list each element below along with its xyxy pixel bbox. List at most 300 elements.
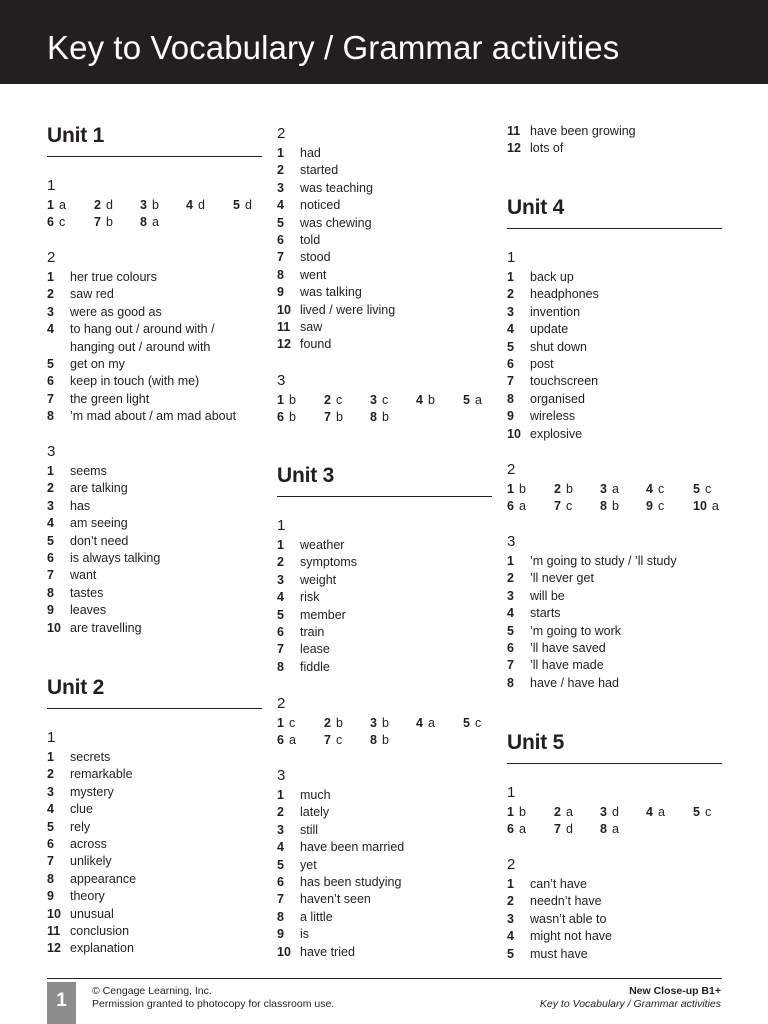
answer-number: 1 [507,482,514,496]
multiple-choice-answer [600,498,619,515]
answer-text: weight [300,572,337,587]
multiple-choice-answer [600,804,619,821]
answer-letter: d [611,805,619,819]
page-number: 1 [47,982,76,1024]
multiple-choice-answer [370,732,389,749]
multiple-choice-answer [600,481,619,498]
multiple-choice-answer [507,481,526,498]
answer-number: 3 [600,482,607,496]
answer-letter: b [518,482,526,496]
answer-number: 6 [47,837,54,851]
answer-text: found [300,337,332,352]
exercise-number: 3 [507,533,516,550]
answer-text: started [300,163,339,178]
answer-number: 7 [277,250,284,265]
answer-letter: b [105,215,113,230]
unit-heading-rule [47,156,262,157]
answer-text: touchscreen [530,374,599,389]
answer-number: 2 [554,805,561,819]
multiple-choice-answer [370,392,388,409]
answer-number: 6 [277,233,284,247]
answer-number: 1 [277,393,284,407]
answer-number: 9 [277,927,284,942]
answer-number: 9 [507,409,514,424]
answer-number: 2 [47,481,54,496]
answer-number: 9 [646,499,653,514]
answer-text: risk [300,590,320,605]
answer-number: 3 [370,393,377,407]
answer-number: 2 [94,198,101,212]
answer-number: 8 [277,659,284,674]
answer-letter: c [704,482,712,496]
answer-number: 11 [507,124,521,138]
answer-number: 8 [370,733,377,748]
answer-text: yet [300,857,317,872]
answer-number: 7 [324,733,331,748]
answer-text: stood [300,250,331,265]
answer-letter: b [335,716,343,730]
answer-number: 3 [47,304,54,319]
exercise-number: 2 [507,461,516,478]
answer-number: 3 [47,784,54,799]
multiple-choice-answer [463,715,481,732]
multiple-choice-answer [277,392,296,409]
answer-number: 7 [554,499,561,514]
multiple-choice-answer [140,197,159,214]
exercise-number: 3 [47,443,56,460]
permission-text: Permission granted to photocopy for classroom use. [92,998,335,1010]
answer-number: 10 [277,944,291,959]
answer-letter: a [518,822,526,837]
answer-number: 6 [277,410,284,425]
exercise-number: 1 [507,784,516,801]
answer-text: must have [530,946,588,961]
answer-number: 6 [277,625,284,639]
answer-number: 8 [140,215,147,230]
multiple-choice-answer [554,481,573,498]
answer-number: 7 [47,568,54,583]
answer-number: 12 [507,141,521,156]
multiple-choice-answer [416,392,435,409]
answer-text: is always talking [70,551,161,565]
answer-number: 7 [94,215,101,230]
answer-text: appearance [70,871,137,886]
answer-number: 3 [507,304,514,319]
exercise-number: 1 [507,249,516,266]
answer-text: want [70,568,97,583]
answer-letter: b [381,410,389,425]
answer-number: 1 [47,750,54,764]
answer-text: ’ll have made [530,658,604,673]
answer-text: member [300,607,346,622]
answer-text: have been married [300,840,405,855]
answer-letter: b [288,410,296,425]
answer-number: 8 [47,585,54,600]
unit-heading-rule [277,496,492,497]
exercise-number: 1 [47,177,56,194]
multiple-choice-answer [277,409,296,426]
answer-text: have tried [300,944,355,959]
answer-number: 4 [186,198,193,212]
title-banner [0,0,768,84]
answer-letter: a [611,822,619,837]
answer-number: 5 [233,198,240,212]
answer-number: 4 [507,606,514,621]
answer-number: 7 [277,642,284,657]
answer-number: 4 [277,840,284,855]
answer-number: 2 [47,767,54,782]
answer-number: 4 [416,716,423,730]
multiple-choice-answer [324,409,343,426]
answer-number: 3 [370,716,377,730]
answer-text: fiddle [300,659,330,674]
answer-number: 8 [600,822,607,837]
footer-credits [92,985,334,1011]
multiple-choice-answer [693,481,711,498]
answer-number: 3 [277,180,284,195]
answer-number: 6 [277,875,284,889]
answer-number: 4 [277,590,284,605]
answer-number: 6 [277,733,284,748]
answer-letter: c [58,215,66,230]
answer-text: don’t need [70,533,129,548]
unit-heading: Unit 2 [47,676,105,699]
answer-text: lived / were living [300,302,396,317]
answer-letter: a [474,393,482,407]
multiple-choice-answer [507,804,526,821]
answer-text: have been growing [530,124,636,138]
multiple-choice-answer [463,392,482,409]
answer-number: 3 [600,805,607,819]
answer-text: haven’t seen [300,892,371,907]
answer-number: 1 [277,538,284,552]
multiple-choice-answer [324,715,343,732]
answer-text: unusual [70,906,114,921]
answer-text: told [300,233,321,247]
answer-text: symptoms [300,555,357,570]
answer-number: 2 [277,555,284,570]
answer-letter: c [657,499,665,514]
answer-text: clue [70,802,93,817]
multiple-choice-answer [186,197,205,214]
unit-heading: Unit 4 [507,196,565,219]
answer-number: 4 [646,482,653,496]
answer-number: 7 [47,854,54,869]
answer-letter: c [704,805,712,819]
answer-number: 5 [693,805,700,819]
answer-text: is [300,927,310,942]
answer-text: have / have had [530,675,619,690]
multiple-choice-answer [370,409,389,426]
answer-number: 9 [47,603,54,618]
multiple-choice-answer [600,821,619,838]
answer-number: 6 [507,822,514,837]
answer-text: organised [530,391,585,406]
answer-text: secrets [70,750,111,764]
answer-number: 7 [554,822,561,837]
answer-number: 12 [277,337,291,352]
answer-letter: d [105,198,113,212]
answer-letter: a [711,499,719,514]
unit-heading: Unit 5 [507,731,565,754]
answer-number: 2 [277,163,284,178]
answer-number: 5 [463,716,470,730]
answer-text: across [70,837,107,851]
answer-text: noticed [300,198,341,213]
answer-number: 5 [47,819,54,834]
footer-subtitle: Key to Vocabulary / Grammar activities [539,998,721,1010]
multiple-choice-answer [693,804,711,821]
footer-divider [47,978,722,979]
multiple-choice-answer [646,804,665,821]
answer-letter: b [288,393,296,407]
unit-heading: Unit 1 [47,124,105,147]
answer-text: starts [530,606,561,621]
answer-text: hanging out / around with [70,339,211,354]
answer-letter: c [381,393,389,407]
exercise-number: 1 [47,729,56,746]
answer-text: mystery [70,784,114,799]
answer-number: 2 [507,894,514,909]
answer-number: 8 [370,410,377,425]
multiple-choice-answer [277,715,295,732]
answer-text: keep in touch (with me) [70,374,200,389]
answer-number: 7 [324,410,331,425]
answer-number: 3 [507,588,514,603]
answer-letter: a [151,215,159,230]
answer-text: tastes [70,585,104,600]
page-title: Key to Vocabulary / Grammar activities [47,29,620,66]
answer-text: was teaching [300,180,373,195]
answer-number: 2 [507,571,514,586]
unit-heading-rule [47,708,262,709]
answer-letter: b [611,499,619,514]
exercise-number: 3 [277,372,286,389]
answer-text: rely [70,819,91,834]
answer-text: ’m going to work [530,623,622,638]
answer-text: saw [300,320,323,334]
answer-number: 10 [693,499,707,514]
answer-text: lots of [530,141,564,156]
answer-text: train [300,625,325,639]
answer-number: 2 [324,393,331,407]
answer-text: headphones [530,287,599,302]
answer-number: 3 [277,822,284,837]
exercise-number: 2 [47,249,56,266]
answer-text: get on my [70,357,125,371]
answer-text: weather [300,538,345,552]
answer-number: 6 [507,357,514,371]
answer-number: 3 [140,198,147,212]
answer-text: back up [530,270,574,284]
answer-text: has been studying [300,875,402,889]
answer-letter: a [611,482,619,496]
answer-number: 1 [277,716,284,730]
unit-heading-rule [507,228,722,229]
answer-number: 6 [507,641,514,655]
exercise-number: 2 [507,856,516,873]
answer-text: has [70,498,91,513]
multiple-choice-answer [47,214,65,231]
unit-heading-rule [507,763,722,764]
answer-number: 5 [277,857,284,872]
answer-text: was chewing [300,215,372,230]
answer-number: 5 [507,623,514,638]
answer-text: will be [530,588,565,603]
answer-text: were as good as [70,304,162,319]
answer-text: leaves [70,603,107,618]
answer-letter: c [335,393,343,407]
answer-number: 8 [507,391,514,406]
exercise-number: 3 [277,767,286,784]
answer-number: 4 [416,393,423,407]
answer-text: to hang out / around with / [70,322,215,337]
answer-text: ’ll have saved [530,641,606,655]
answer-number: 5 [277,607,284,622]
answer-letter: b [381,716,389,730]
answer-letter: a [657,805,665,819]
unit-heading: Unit 3 [277,464,335,487]
answer-number: 7 [277,892,284,907]
exercise-number: 2 [277,125,286,142]
multiple-choice-answer [140,214,159,231]
answer-letter: c [288,716,296,730]
multiple-choice-answer [94,197,113,214]
answer-text: needn’t have [530,894,602,909]
answer-letter: b [335,410,343,425]
answer-number: 1 [507,554,514,568]
answer-number: 10 [277,302,291,317]
answer-text: shut down [530,339,587,354]
multiple-choice-answer [507,821,526,838]
multiple-choice-answer [416,715,435,732]
answer-letter: c [565,499,573,514]
exercise-number: 1 [277,517,286,534]
answer-number: 1 [507,877,514,891]
answer-number: 2 [507,287,514,302]
multiple-choice-answer [646,481,664,498]
answer-number: 4 [507,322,514,337]
footer-book-info [540,985,721,1011]
answer-text: her true colours [70,270,157,284]
answer-text: wasn’t able to [530,911,607,926]
answer-number: 7 [507,374,514,389]
answer-text: seems [70,464,107,478]
answer-number: 8 [47,409,54,424]
multiple-choice-answer [554,804,573,821]
answer-number: 3 [277,572,284,587]
answer-number: 10 [507,426,521,441]
answer-number: 2 [47,287,54,302]
answer-number: 10 [47,906,61,921]
answer-number: 7 [507,658,514,673]
answer-text: update [530,322,569,337]
answer-number: 5 [47,533,54,548]
answer-number: 1 [507,805,514,819]
answer-text: ’ll never get [530,571,594,586]
answer-number: 8 [600,499,607,514]
answer-number: 1 [47,464,54,478]
answer-number: 1 [277,788,284,802]
answer-text: am seeing [70,516,128,531]
answer-number: 9 [277,285,284,300]
answer-number: 9 [47,889,54,904]
answer-letter: c [474,716,482,730]
answer-text: remarkable [70,767,133,782]
answer-number: 8 [47,871,54,886]
multiple-choice-answer [233,197,252,214]
answer-number: 2 [324,716,331,730]
answer-number: 5 [693,482,700,496]
answer-letter: b [518,805,526,819]
answer-number: 5 [507,946,514,961]
answer-letter: b [565,482,573,496]
answer-text: was talking [300,285,362,300]
answer-number: 4 [47,516,54,531]
answer-text: invention [530,304,581,319]
answer-number: 2 [277,805,284,820]
answer-letter: a [288,733,296,748]
answer-text: explanation [70,941,134,956]
answer-number: 8 [277,267,284,282]
answer-text: still [300,822,319,837]
answer-letter: a [518,499,526,514]
multiple-choice-answer [324,392,342,409]
copyright-text: © Cengage Learning, Inc. [92,985,212,997]
multiple-choice-answer [554,498,572,515]
answer-number: 4 [47,802,54,817]
answer-text: lately [300,805,330,820]
book-title: New Close-up B1+ [629,985,721,997]
answer-text: unlikely [70,854,112,869]
answer-number: 4 [47,322,54,337]
answer-number: 11 [277,320,291,334]
answer-letter: c [657,482,665,496]
answer-number: 11 [47,924,61,938]
answer-letter: a [427,716,435,730]
multiple-choice-answer [693,498,719,515]
answer-number: 4 [646,805,653,819]
answer-letter: d [197,198,205,212]
multiple-choice-answer [277,732,296,749]
answer-text: lease [300,642,330,657]
answer-text: much [300,788,331,802]
answer-number: 3 [47,498,54,513]
answer-number: 8 [277,909,284,924]
answer-letter: d [565,822,573,837]
answer-text: might not have [530,929,612,944]
answer-number: 10 [47,620,61,635]
answer-text: saw red [70,287,114,302]
answer-text: post [530,357,554,371]
answer-text: ’m mad about / am mad about [70,409,237,424]
answer-number: 5 [277,215,284,230]
answer-letter: c [335,733,343,748]
answer-letter: b [381,733,389,748]
answer-letter: a [58,198,66,212]
answer-letter: d [244,198,252,212]
answer-number: 8 [507,675,514,690]
answer-number: 6 [47,215,54,230]
answer-text: conclusion [70,924,130,938]
answer-number: 6 [47,551,54,565]
answer-letter: b [427,393,435,407]
answer-number: 5 [463,393,470,407]
answer-text: a little [300,909,333,924]
answer-number: 3 [507,911,514,926]
multiple-choice-answer [47,197,66,214]
multiple-choice-answer [554,821,573,838]
